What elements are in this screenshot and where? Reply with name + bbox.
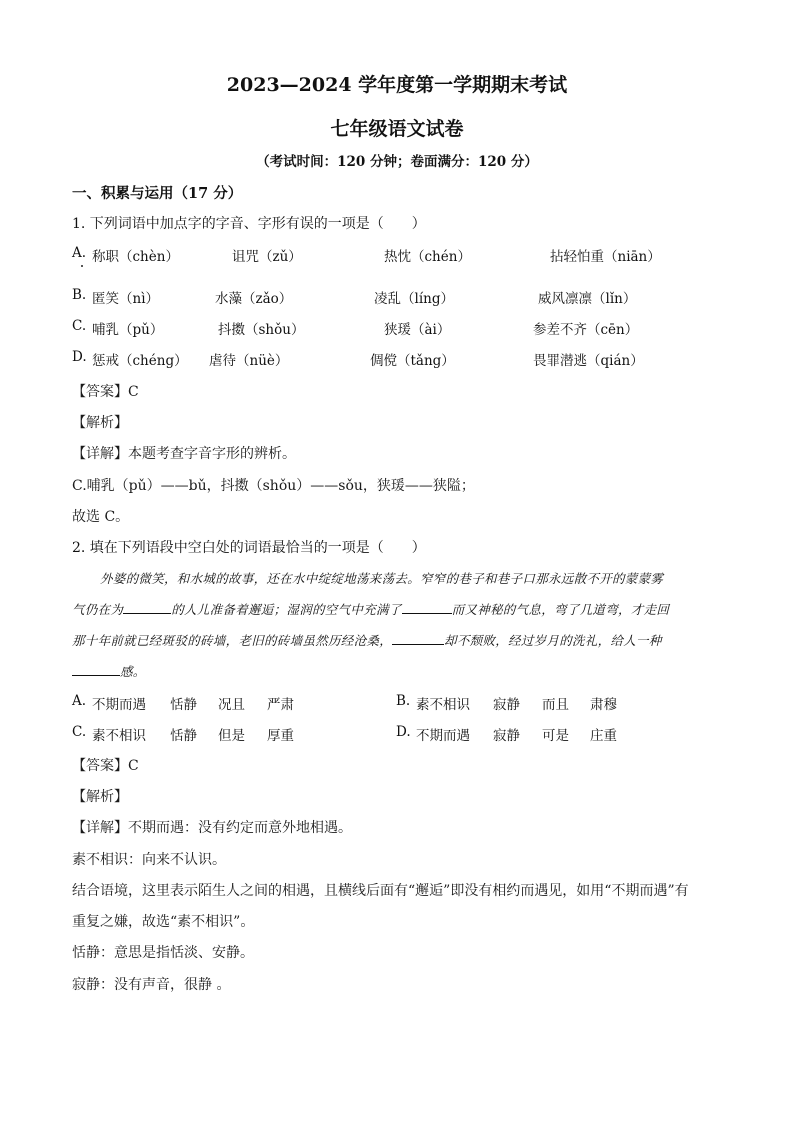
q2-option-c-item-4: 厚重 [267, 728, 294, 744]
q2-option-b-item-1: 素不相识 [416, 697, 470, 713]
q1-option-c-item-4: 参差不齐（cēn） [533, 322, 639, 338]
q1-option-c-item-2: 抖擞（shǒu） [218, 322, 305, 338]
q1-option-b-label: B. [72, 287, 87, 303]
q2-detail-3: 结合语境，这里表示陌生人之间的相遇，且横线后面有“邂逅”即没有相约而遇见，如用“不期而遇”有 [72, 883, 689, 899]
q1-option-c-item-1: 哺乳（pǔ） [92, 322, 164, 338]
q2-option-a-item-3: 况且 [218, 697, 245, 713]
q2-stem: 2. 填在下列语段中空白处的词语最恰当的一项是（ ） [72, 540, 426, 556]
q2-option-c-label: C. [72, 724, 87, 740]
q2-option-c-item-2: 恬静 [170, 728, 197, 744]
grade-title: 七年级语文试卷 [330, 118, 464, 140]
q2-option-b-item-3: 而且 [542, 697, 569, 713]
q2-option-b-item-4: 肃穆 [590, 697, 617, 713]
q1-option-d-item-3: 倜傥（tǎng） [370, 353, 455, 369]
q1-option-c-item-3: 狭瑗（ài） [384, 322, 451, 338]
q1-option-d-item-2: 虐待（nüè） [209, 353, 289, 369]
q2-option-d-label: D. [396, 724, 411, 740]
q1-option-a-label: A. [72, 245, 87, 261]
q2-detail-5: 恬静：意思是指恬淡、安静。 [72, 945, 254, 961]
q1-option-a-item-2: 诅咒（zǔ） [232, 249, 302, 265]
blank-4 [72, 663, 120, 676]
q2-detail-1: 【详解】不期而遇：没有约定而意外地相遇。 [72, 820, 352, 836]
q2-option-a-item-2: 恬静 [170, 697, 197, 713]
passage-text: 的人儿准备着邂逅；湿润的空气中充满了 [171, 602, 402, 617]
q2-option-a-label: A. [72, 693, 87, 709]
q1-option-a-item-1: 称职（chèn） [92, 249, 179, 265]
q2-detail-4: 重复之嫌，故选“素不相识”。 [72, 914, 255, 930]
q1-option-b-item-2: 水藻（zǎo） [215, 291, 293, 307]
q2-option-b-item-2: 寂静 [493, 697, 520, 713]
q2-passage-line-2 [72, 600, 669, 618]
q2-detail-2: 素不相识：向来不认识。 [72, 852, 226, 868]
section-heading: 一、积累与运用（17 分） [72, 185, 243, 202]
passage-text: 却不颓败，经过岁月的洗礼，给人一种 [444, 633, 662, 648]
q1-option-b-item-1: 匿笑（nì） [92, 291, 160, 307]
exam-title: 2023—2024 学年度第一学期期末考试 [226, 74, 568, 96]
q1-option-b-item-3: 凌乱（líng） [374, 291, 454, 307]
q1-detail: 【详解】本题考查字音字形的辨析。 [72, 446, 296, 462]
q2-detail-6: 寂静：没有声音，很静 。 [72, 977, 231, 993]
q2-passage-line-3 [72, 631, 662, 649]
q1-option-c-label: C. [72, 318, 87, 334]
q2-option-a-item-4: 严肃 [267, 697, 294, 713]
q2-option-d-item-2: 寂静 [493, 728, 520, 744]
q1-conclusion: 故选 C。 [72, 509, 130, 525]
q1-option-d-label: D. [72, 349, 87, 365]
q2-option-c-item-1: 素不相识 [92, 728, 146, 744]
passage-text: 而又神秘的气息，弯了几道弯，才走回 [451, 602, 670, 617]
q2-option-d-item-3: 可是 [542, 728, 569, 744]
passage-text: 那十年前就已经斑驳的砖墙，老旧的砖墙虽然历经沧桑， [72, 633, 393, 648]
q2-answer: 【答案】C [72, 758, 139, 774]
q1-option-b-item-4: 威风凛凛（lǐn） [538, 291, 637, 307]
q1-option-d-item-4: 畏罪潜逃（qián） [533, 353, 644, 369]
blank-2 [402, 601, 452, 614]
q1-option-d-item-1: 惩戒（chéng） [92, 353, 188, 369]
q2-option-b-label: B. [396, 693, 411, 709]
q2-passage-line-4 [72, 662, 146, 680]
q2-passage-line-1: 外婆的微笑，和水城的故事，还在水中绽绽地荡来荡去。窄窄的巷子和巷子口那永远散不开的蒙蒙雾 [100, 571, 664, 586]
passage-text: 感。 [120, 664, 146, 679]
emphasis-dot [81, 265, 83, 267]
blank-3 [392, 632, 444, 645]
q1-answer: 【答案】C [72, 384, 139, 400]
q1-explanation-line: C.哺乳（pǔ）——bǔ，抖擞（shǒu）——sǒu，狭瑗——狭隘； [72, 478, 475, 494]
q2-option-c-item-3: 但是 [218, 728, 245, 744]
q1-analysis-label: 【解析】 [72, 415, 128, 431]
q2-option-d-item-4: 庄重 [590, 728, 617, 744]
q1-option-a-item-3: 热忱（chén） [384, 249, 471, 265]
passage-text: 气仍在为 [72, 602, 124, 617]
q2-option-a-item-1: 不期而遇 [92, 697, 146, 713]
q1-option-a-item-4: 拈轻怕重（niān） [550, 249, 661, 265]
q2-option-d-item-1: 不期而遇 [416, 728, 470, 744]
blank-1 [123, 601, 171, 614]
exam-info: （考试时间：120 分钟；卷面满分：120 分） [256, 154, 538, 170]
q1-stem: 1. 下列词语中加点字的字音、字形有误的一项是（ ） [72, 216, 426, 232]
q2-analysis-label: 【解析】 [72, 789, 128, 805]
